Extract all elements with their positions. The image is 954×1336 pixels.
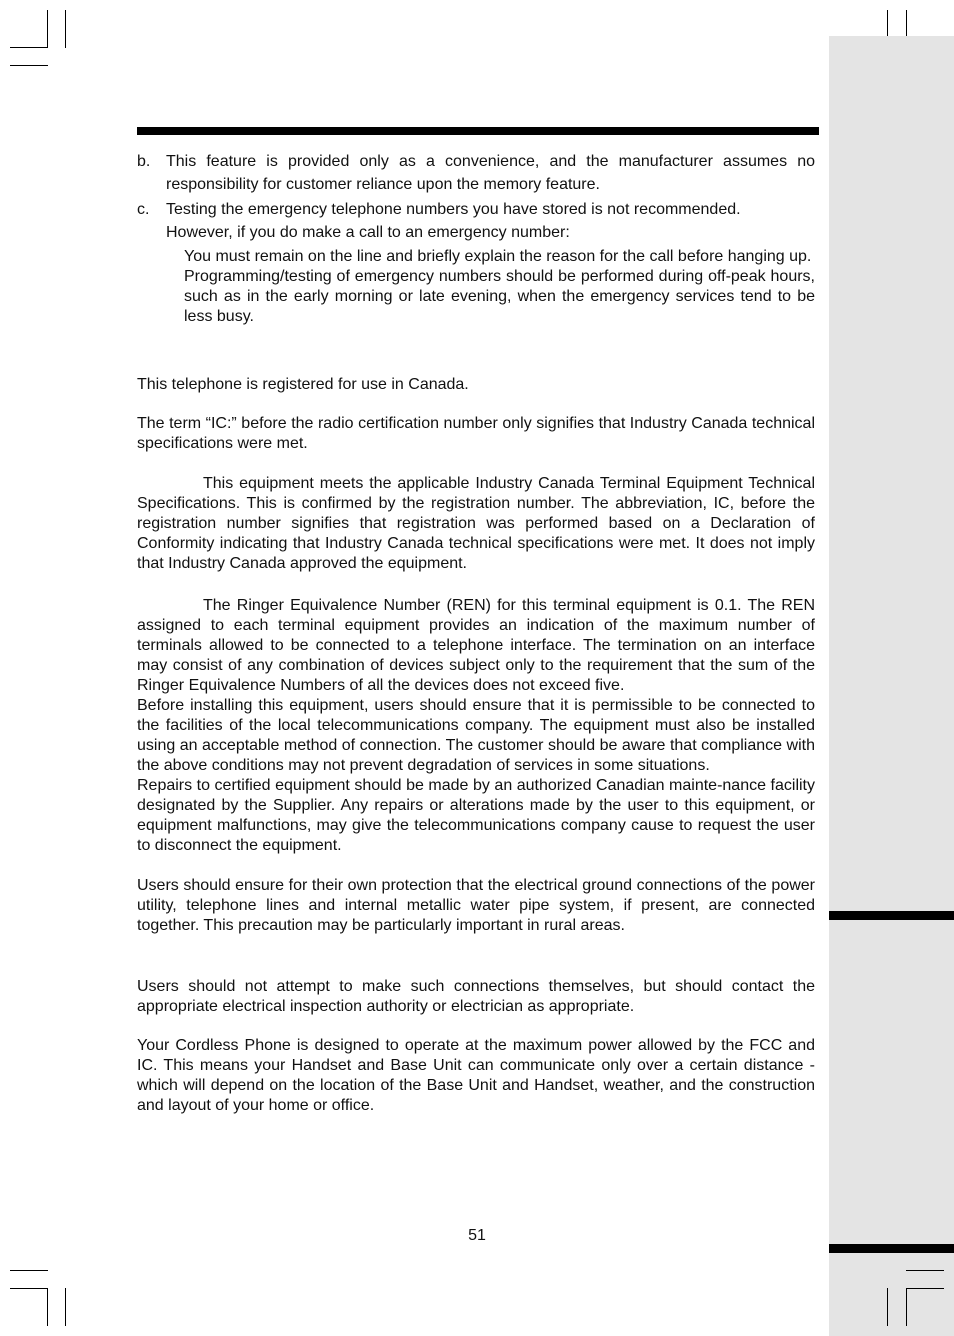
paragraph: This equipment meets the applicable Industry Canada Terminal Equipment Technical Specifications. This is confirmed by the registration number. The abbreviation, IC, before the registration number signifies that registration was performed based on a Declaration of Conformity indicating that Industry Canada technical specifications were met. It does not imply that Industry Canada approved the equipment.	[137, 475, 815, 572]
page-content	[137, 150, 815, 1116]
list-marker: b.	[137, 153, 151, 170]
paragraph: Your Cordless Phone is designed to operate at the maximum power allowed by the FCC and IC. This means your Handset and Base Unit can communicate only over a certain distance - which will depend on the location of the Base Unit and Handset, weather, and the construction and layout of your home or office.	[137, 1037, 815, 1114]
crop-mark	[65, 1288, 66, 1326]
list-item-continuation: However, if you do make a call to an emergency number:	[166, 224, 570, 241]
side-panel-bar	[829, 911, 954, 920]
sub-point: You must remain on the line and briefly explain the reason for the call before hanging up.	[184, 248, 812, 265]
crop-mark	[906, 1288, 944, 1289]
crop-mark	[47, 10, 48, 48]
side-panel	[829, 36, 954, 1336]
header-rule	[137, 127, 819, 135]
paragraph: Before installing this equipment, users should ensure that it is permissible to be connected to the facilities of the local telecommunications company. The equipment must also be installed using an acceptable method of connection. The customer should be aware that compliance with the above conditions may not prevent degradation of services in some situations.	[137, 697, 815, 774]
crop-mark	[65, 10, 66, 48]
crop-mark	[10, 65, 48, 66]
paragraph: Users should not attempt to make such connections themselves, but should contact the appropriate electrical inspection authority or electrician as appropriate.	[137, 978, 815, 1015]
paragraph: The Ringer Equivalence Number (REN) for this terminal equipment is 0.1. The REN assigned to each terminal equipment provides an indication of the maximum number of terminals allowed to be connected to a telephone interface. The termination on an interface may consist of any combination of devices subject only to the requirement that the sum of the Ringer Equivalence Numbers of all the devices does not exceed five.	[137, 597, 815, 694]
list-item-text: Testing the emergency telephone numbers you have stored is not recommended.	[166, 201, 741, 218]
crop-mark	[10, 1270, 48, 1271]
crop-mark	[47, 1288, 48, 1326]
crop-mark	[887, 1288, 888, 1326]
paragraph: Repairs to certified equipment should be made by an authorized Canadian mainte-nance facility designated by the Supplier. Any repairs or alterations made by the user to this equipment, or equipment malfunctions, may give the telecommunications company cause to request the user to disconnect the equipment.	[137, 777, 815, 854]
page-number: 51	[468, 1227, 486, 1244]
crop-mark	[906, 1270, 944, 1271]
list-item-text: This feature is provided only as a convenience, and the manufacturer assumes no responsibility for customer reliance upon the memory feature.	[166, 153, 815, 193]
sub-point: Programming/testing of emergency numbers should be performed during off-peak hours, such as in the early morning or late evening, when the emergency services tend to be less busy.	[184, 268, 815, 325]
crop-mark	[10, 47, 48, 48]
list-item	[137, 198, 815, 221]
list-marker: c.	[137, 201, 150, 218]
paragraph: This telephone is registered for use in Canada.	[137, 376, 469, 393]
side-panel-bar	[829, 1244, 954, 1253]
paragraph: The term “IC:” before the radio certification number only signifies that Industry Canada technical specifications were met.	[137, 415, 815, 452]
paragraph: Users should ensure for their own protection that the electrical ground connections of the power utility, telephone lines and internal metallic water pipe system, if present, are connected together. This precaution may be particularly important in rural areas.	[137, 877, 815, 934]
crop-mark	[906, 1288, 907, 1326]
crop-mark	[10, 1288, 48, 1289]
list-item	[137, 150, 815, 196]
